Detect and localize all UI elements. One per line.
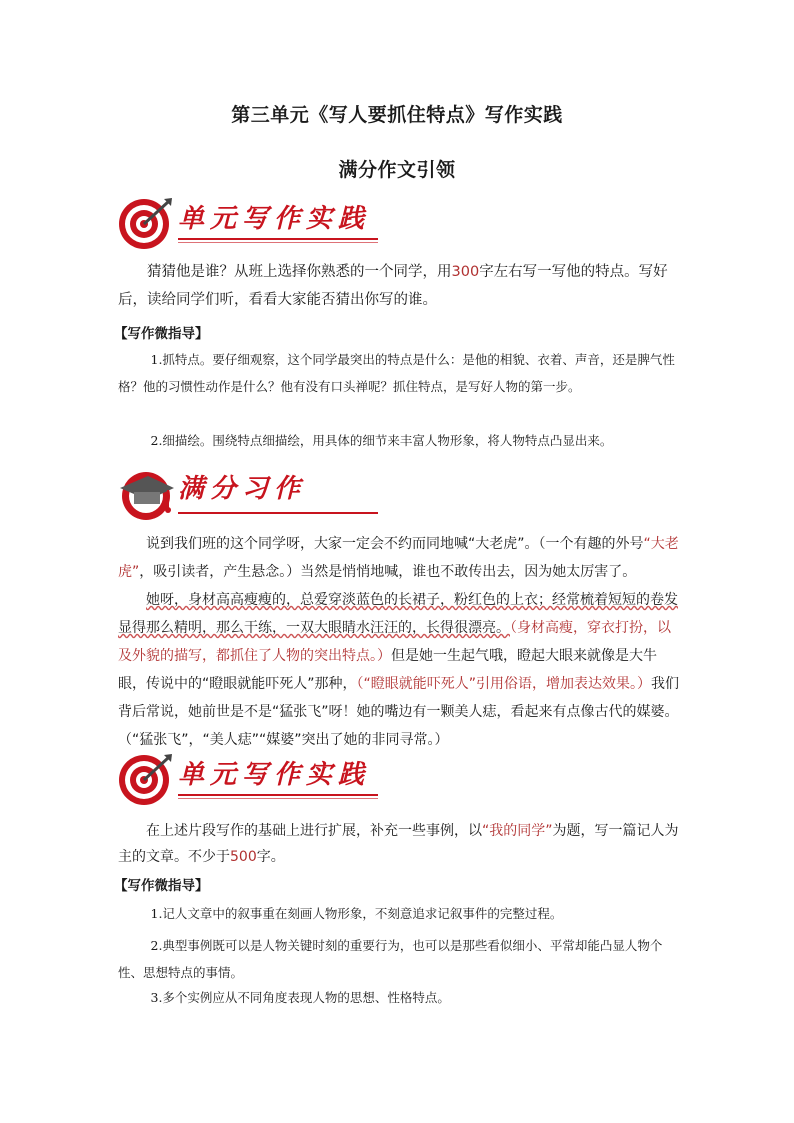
banner-text: 单元写作实践 [178, 760, 371, 790]
page-subtitle: 满分作文引领 [338, 159, 456, 181]
guide-item: 3.多个实例应从不同角度表现人物的思想、性格特点。 [150, 990, 450, 1005]
target-icon [118, 752, 174, 808]
banner-text: 单元写作实践 [178, 204, 371, 234]
banner-underline-thin [178, 798, 378, 799]
banner-full-score [118, 466, 378, 524]
guide-item: 1.抓特点。要仔细观察，这个同学最突出的特点是什么：是他的相貌、衣着、声音，还是脾气性格？他的习惯性动作是什么？他有没有口头禅呢？抓住特点，是写好人物的第一步。 [118, 352, 675, 394]
prompt-paragraph-2: 在上述片段写作的基础上进行扩展，补充一些事例，以“我的同学”为题，写一篇记人为主的文章。不少于500字。 [118, 823, 679, 865]
guide-item: 2.细描绘。围绕特点细描绘，用具体的细节来丰富人物形象，将人物特点凸显出来。 [150, 433, 613, 448]
banner-underline-thin [178, 242, 378, 243]
guide-heading: 【写作微指导】 [114, 326, 209, 342]
graduation-cap-icon [118, 466, 176, 524]
essay [118, 530, 682, 754]
prompt-paragraph-1 [118, 258, 682, 314]
guide-heading: 【写作微指导】 [114, 878, 209, 894]
banner-underline [178, 794, 378, 796]
essay-paragraph: 她呀，身材高高瘦瘦的，总爱穿淡蓝色的长裙子，粉红色的上衣；经常梳着短短的卷发显得那么精明，那么干练，一双大眼睛水汪汪的，长得很漂亮。（身材高瘦，穿衣打扮，以及外貌的描写，都抓住了人物的突出特点。）但是她一生起气哦，瞪起大眼来就像是大牛眼，传说中的“瞪眼就能吓死人”那种，（“瞪眼就能吓死人”引用俗语，增加表达效果。）我们背后常说，她前世是不是“猛张飞”呀！她的嘴边有一颗美人痣，看起来有点像古代的媒婆。（“猛张飞”，“美人痣”“媒婆”突出了她的非同寻常。） [118, 592, 680, 748]
banner-unit-practice [118, 196, 378, 254]
essay-paragraph: 说到我们班的这个同学呀，大家一定会不约而同地喊“大老虎”。（一个有趣的外号“大老虎”，吸引读者，产生悬念。）当然是悄悄地喊，谁也不敢传出去，因为她太厉害了。 [118, 536, 679, 580]
prompt-text: 字左右写一写他的特点。写好后，读给同学们听，看看大家能否猜出你写的谁。 [118, 264, 668, 308]
banner-underline [178, 512, 378, 514]
banner-underline [178, 238, 378, 240]
guide-item: 2.典型事例既可以是人物关键时刻的重要行为，也可以是那些看似细小、平常却能凸显人物个性、思想特点的事情。 [118, 938, 663, 980]
page-title: 第三单元《写人要抓住特点》写作实践 [231, 104, 563, 126]
banner-text: 满分习作 [178, 474, 307, 504]
word-count: 300 [451, 264, 480, 280]
prompt-text: 猜猜他是谁？从班上选择你熟悉的一个同学，用 [147, 264, 452, 280]
guide-item: 1.记人文章中的叙事重在刻画人物形象，不刻意追求记叙事件的完整过程。 [150, 906, 563, 921]
target-icon [118, 196, 174, 252]
banner-unit-practice-2 [118, 752, 378, 810]
